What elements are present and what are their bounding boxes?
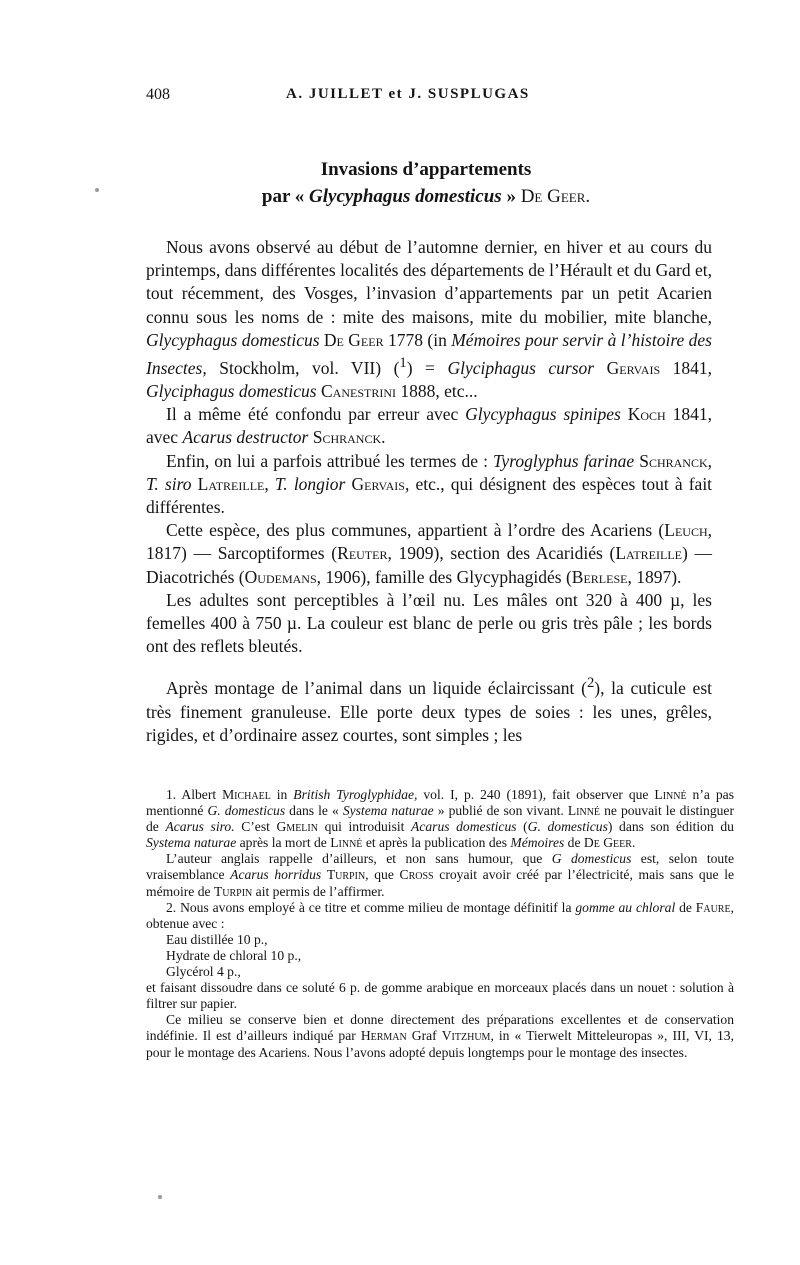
species-name: Acarus domesticus <box>411 819 517 835</box>
author-name: Koch <box>627 404 666 425</box>
work-title: Mémoires pour servir à l’histoire des Insectes, <box>146 329 712 378</box>
text: , obtenue avec : <box>146 899 734 931</box>
text: Ce milieu se conserve bien et donne directement des préparations excellentes et de conservation indéfinie. Il est d’ailleurs indiqué par <box>146 1012 734 1044</box>
species-name: Acarus destructor <box>182 427 309 448</box>
author-name: Cross <box>399 867 434 883</box>
text: ne pouvait le distinguer de <box>146 803 734 835</box>
species-name: Glycyphagus spinipes <box>465 404 621 425</box>
text: ) — Diacotrichés ( <box>146 543 713 587</box>
author-name: Oudemans <box>244 566 317 587</box>
author-name: Reuter <box>337 543 388 564</box>
page-number: 408 <box>146 86 170 103</box>
text: in <box>270 787 294 802</box>
text: de <box>564 835 584 851</box>
text: , 1909), section des Acaridiés ( <box>387 543 616 564</box>
text: ait permis de l’affirmer. <box>252 883 385 899</box>
text: de <box>675 899 696 915</box>
work-title: Mémoires <box>510 835 565 851</box>
text: ( <box>516 819 528 835</box>
author-name: Vitzhum <box>441 1028 491 1044</box>
text: L’auteur anglais rappelle d’ailleurs, et non sans humour, que <box>166 851 552 867</box>
species-name: G domesticus <box>551 851 632 867</box>
paragraph-2 <box>146 403 712 449</box>
paragraph-1 <box>146 236 712 403</box>
author-name: De Geer <box>583 835 632 851</box>
formula-line: Hydrate de chloral 10 p., <box>166 947 302 963</box>
author-name: Turpin <box>326 867 366 883</box>
paragraph-4 <box>146 519 712 589</box>
text: » publié de son vivant. <box>433 803 568 819</box>
author-name: Leuch <box>664 520 708 541</box>
text: Enfin, on lui a parfois attribué les termes de : <box>166 450 493 471</box>
author-name: Gervais <box>351 473 405 494</box>
paragraph-3 <box>146 450 712 520</box>
text: Après montage de l’animal dans un liquide éclaircissant ( <box>166 678 587 699</box>
text: 2. Nous avons employé à ce titre et comme milieu de montage définitif la <box>166 899 576 915</box>
text: croyait avoir créé par l’électricité, mais sans que le mémoire de <box>146 867 735 899</box>
species-name: Acarus horridus <box>230 867 322 883</box>
text: 1. Albert <box>166 787 223 802</box>
footnotes <box>146 787 734 1061</box>
text: Cette espèce, des plus communes, appartient à l’ordre des Acariens ( <box>166 520 665 541</box>
text: , etc., qui désignent des espèces tout à fait différentes. <box>146 473 713 518</box>
footnote-2 <box>146 900 734 932</box>
text: qui introduisit <box>317 819 412 835</box>
text: , <box>707 450 713 471</box>
title-line-1: Invasions d’appartements <box>320 159 532 180</box>
text: , <box>264 473 275 494</box>
paragraph-5: Les adultes sont perceptibles à l’œil nu. Les mâles ont 320 à 400 µ, les femelles 400 à 750 µ. La couleur est blanc de perle ou gris très pâle ; les bords ont des reflets bleutés. <box>146 589 712 657</box>
paragraph-6 <box>146 672 712 746</box>
footnote-1-continued <box>146 851 734 899</box>
formula-line: Glycérol 4 p., <box>166 964 241 980</box>
work-title: British Tyroglyphidae, <box>293 787 418 802</box>
text: Il a même été confondu par erreur avec <box>166 404 466 425</box>
species-name: T. siro <box>146 473 192 494</box>
author-name: Faure <box>695 899 731 915</box>
text: , 1897). <box>627 566 682 587</box>
text: , 1817) — Sarcoptiformes ( <box>146 520 712 564</box>
text: 1888, etc... <box>396 381 478 402</box>
author-name: Schranck <box>639 450 708 471</box>
text: est, selon toute vraisemblance <box>146 851 735 883</box>
text: vol. I, p. 240 (1891), fait observer que <box>417 787 655 802</box>
text: Nous avons observé au début de l’automne dernier, en hiver et au cours du printemps, dans différentes localités des départements de l’Hérault et du Gard et, tout récemment, des Vosges, l’invasion d’appartements par un petit Acarien connu sous les noms de : mite des maisons, mite du mobilier, mite blanche, <box>146 237 712 327</box>
author-name: Michael <box>222 787 271 802</box>
formula-line: Eau distillée 10 p., <box>166 931 268 947</box>
footnote-1 <box>146 787 734 851</box>
running-head: A. JUILLET et J. SUSPLUGAS <box>286 86 530 102</box>
species-name: Glyciphagus domesticus <box>146 381 317 402</box>
text: après la mort de <box>236 835 331 851</box>
footnote-ref-2: 2 <box>586 675 595 692</box>
text: dans le « <box>285 803 343 819</box>
work-title: Systema naturae <box>342 803 434 819</box>
text: , 1906), famille des Glycyphagidés ( <box>316 566 572 587</box>
article-title <box>146 156 706 210</box>
title-species: Glycyphagus domesticus <box>309 186 502 207</box>
text: , que <box>365 867 400 883</box>
text: 1778 (in <box>383 329 452 350</box>
text: ) dans son édition du <box>607 819 734 835</box>
text: 1841, avec <box>146 404 713 448</box>
text: . <box>381 427 386 448</box>
author-name: Latreille <box>615 543 682 564</box>
text: n’a pas mentionné <box>146 787 734 819</box>
work-title: gomme au chloral <box>575 899 676 915</box>
footnote-2-continued: et faisant dissoudre dans ce soluté 6 p. de gomme arabique en morceaux placés dans un nouet : solution à filtrer sur papier. <box>146 980 734 1012</box>
text: Stockholm, vol. VII) ( <box>206 357 400 378</box>
species-name: Glycyphagus domesticus <box>146 329 320 350</box>
author-name: Latreille <box>197 473 265 494</box>
article-body <box>146 236 712 747</box>
title-author: De Geer. <box>520 186 591 207</box>
species-name: Acarus siro. <box>165 819 235 835</box>
author-name: Herman <box>360 1028 407 1044</box>
work-title: Systema naturae <box>146 835 237 851</box>
author-name: De Geer <box>323 329 384 350</box>
author-name: Linné <box>330 835 363 851</box>
text: ), la cuticule est très finement granuleuse. Elle porte deux types de soies : les unes, grêles, rigides, et d’ordinaire assez courtes, sont simples ; les <box>146 678 712 745</box>
scan-speck <box>95 188 99 192</box>
text: , in « Tierwelt Mitteleuropas », III, VI, 13, pour le montage des Acariens. Nous l’avons adopté depuis longtemps pour le montage des insectes. <box>146 1028 734 1060</box>
species-name: G. domesticus <box>207 803 286 819</box>
species-name: Tyroglyphus farinae <box>493 450 635 471</box>
text <box>594 358 607 378</box>
author-name: Turpin <box>213 883 253 899</box>
species-name: Glyciphagus cursor <box>447 357 595 378</box>
footnote-2-final <box>146 1012 734 1060</box>
author-name: Linné <box>567 803 601 819</box>
title-line-2 <box>146 183 706 210</box>
author-name: Schranck <box>312 427 382 448</box>
species-name: G. domesticus <box>527 819 608 835</box>
author-name: Linné <box>654 787 687 802</box>
author-name: Gervais <box>606 357 661 378</box>
text: . <box>631 835 636 851</box>
page-header <box>0 86 800 110</box>
title-close-quote: » <box>501 186 521 207</box>
text: Graf <box>406 1028 442 1044</box>
title-prefix: par <box>261 186 295 207</box>
text: ) = <box>406 357 448 378</box>
text <box>621 404 628 424</box>
species-name: T. longior <box>274 473 346 494</box>
author-name: Gmelin <box>276 819 318 835</box>
footnote-ref-1: 1 <box>399 355 407 372</box>
author-name: Canestrini <box>320 381 396 402</box>
scan-speck <box>158 1195 162 1199</box>
text: C’est <box>234 819 277 835</box>
text: 1841, <box>660 357 713 378</box>
author-name: Berlese <box>571 566 628 587</box>
text: et après la publication des <box>362 835 511 851</box>
title-open-quote: « <box>294 186 310 207</box>
